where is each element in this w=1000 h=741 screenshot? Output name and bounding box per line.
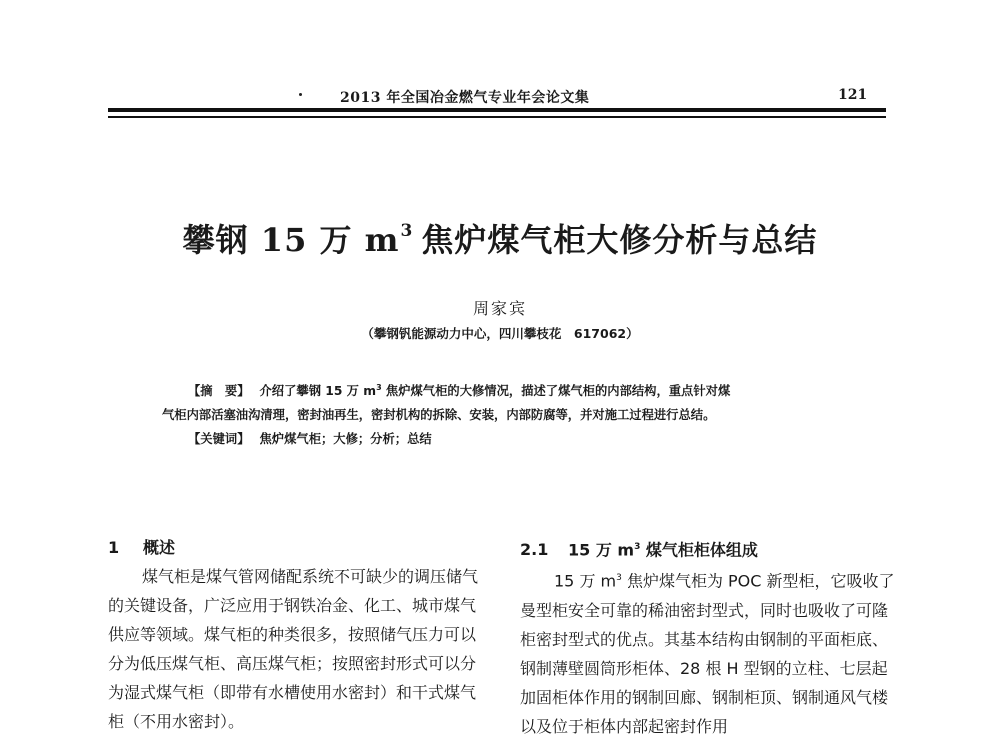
- section-1-heading: [108, 533, 490, 562]
- abstract-block: [162, 376, 842, 451]
- section-1-title: 概述: [143, 538, 176, 557]
- section-2-1-text-superscript: 3: [616, 573, 622, 584]
- author-name: 周家宾: [472, 299, 527, 318]
- author-affiliation: （攀钢钒能源动力中心，四川攀枝花 617062）: [361, 326, 639, 341]
- paper-title: [0, 215, 1000, 261]
- page-number: 121: [838, 87, 868, 103]
- abstract-text-b: 焦炉煤气柜的大修情况，描述了煤气柜的内部结构，重点针对煤: [381, 384, 731, 399]
- section-2-1-heading: [520, 533, 900, 564]
- paper-title-superscript: 3: [400, 221, 414, 241]
- keywords-line: [162, 427, 842, 451]
- section-2-1-paragraph: [520, 564, 900, 740]
- paper-title-main: 攀钢 15 万 m: [182, 221, 400, 259]
- header-dot: [299, 93, 302, 96]
- section-1-paragraph: [108, 562, 490, 736]
- section-2-1-title-superscript: 3: [634, 542, 641, 552]
- paper-title-rest: 焦炉煤气柜大修分析与总结: [421, 221, 818, 259]
- section-1-text: 煤气柜是煤气管网储配系统不可缺少的调压储气的关键设备，广泛应用于钢铁冶金、化工、城市煤气供应等领域。煤气柜的种类很多，按照储气压力可以分为低压煤气柜、高压煤气柜；按照密封形式可以分为湿式煤气柜（即带有水槽使用水密封）和干式煤气柜（不用水密封）。: [108, 567, 479, 731]
- abstract-label: 【摘 要】: [188, 384, 250, 399]
- section-2-1-title-b: 煤气柜柜体组成: [640, 540, 758, 560]
- abstract-line-2: 气柜内部活塞油沟清理，密封油再生，密封机构的拆除、安装，内部防腐等，并对施工过程进行总结。: [162, 408, 716, 423]
- section-2-1-text-a: 15 万 m: [554, 571, 617, 591]
- keywords-text: 焦炉煤气柜；大修；分析；总结: [259, 432, 432, 447]
- keywords-label: 【关键词】: [188, 432, 250, 447]
- abstract-superscript: 3: [376, 383, 382, 392]
- section-1-number: 1: [108, 538, 120, 557]
- abstract-line-1: [162, 376, 842, 403]
- section-2-1-text-b: 焦炉煤气柜为 POC 新型柜，它吸收了曼型柜安全可靠的稀油密封型式，同时也吸收了可隆柜密封型式的优点。其基本结构由钢制的平面柜底、钢制薄壁圆筒形柜体、28 根 H 型钢的立柱、七层起加固柜体作用的钢制回廊、钢制柜顶、钢制通风气楼以及位于柜体内部起密封作用: [520, 571, 895, 736]
- section-2-1-number: 2.1: [520, 540, 549, 560]
- running-header-journal-title: 2013 年全国冶金燃气专业年会论文集: [340, 90, 590, 106]
- abstract-text-a: 介绍了攀钢 15 万 m: [259, 384, 377, 399]
- left-column: [108, 533, 490, 736]
- header-rule-thick: [108, 108, 886, 112]
- right-column: [520, 533, 900, 741]
- section-2-1-title-a: 15 万 m: [568, 540, 635, 560]
- header-rule-thin: [108, 116, 886, 118]
